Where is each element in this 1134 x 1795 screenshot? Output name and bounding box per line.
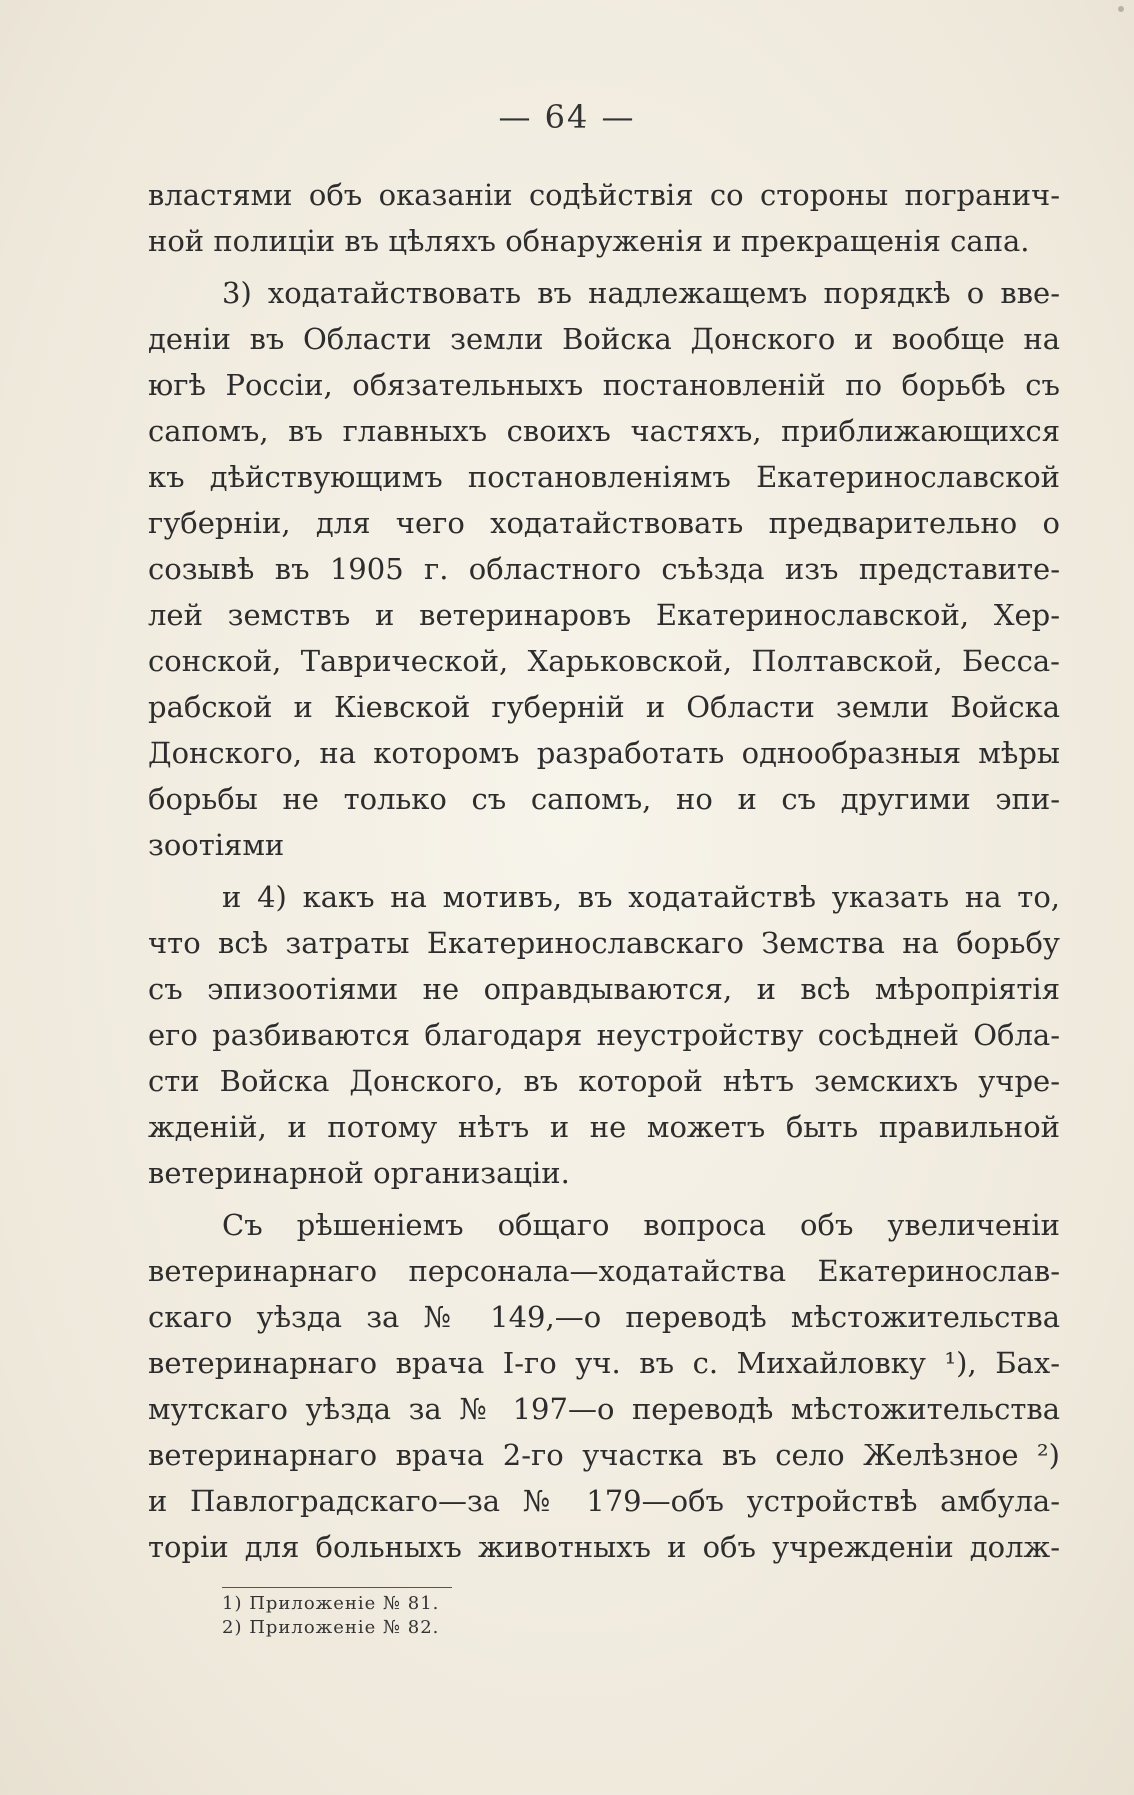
text-line: торiи для больныхъ животныхъ и объ учрежденiи долж- (148, 1530, 1060, 1564)
paragraph (148, 172, 1060, 264)
text-line: ветеринарнаго персонала—ходатайства Екатеринослав- (148, 1254, 1060, 1288)
text-line: съ эпизоотiями не оправдываются, и всѣ мѣропрiятiя (148, 972, 1060, 1006)
text-line: мутскаго уѣзда за № 197—о переводѣ мѣстожительства (148, 1392, 1060, 1426)
scan-speck (1118, 6, 1124, 12)
text-line: рабской и Кiевской губернiй и Области земли Войска (148, 690, 1060, 724)
text-line: жденiй, и потому нѣтъ и не можетъ быть правильной (148, 1110, 1060, 1144)
text-line: ной полицiи въ цѣляхъ обнаруженiя и прекращенiя сапа. (148, 224, 1030, 258)
text-line: что всѣ затраты Екатеринославскаго Земства на борьбу (148, 926, 1060, 960)
text-line: зоотiями (148, 828, 285, 862)
text-line: и 4) какъ на мотивъ, въ ходатайствѣ указать на то, (222, 880, 1060, 914)
text-line: властями объ оказанiи содѣйствiя со стороны погранич- (148, 178, 1060, 212)
text-line: борьбы не только съ сапомъ, но и съ другими эпи- (148, 782, 1060, 816)
text-line: его разбиваются благодаря неустройству сосѣдней Обла- (148, 1018, 1060, 1052)
text-line: сонской, Таврической, Харьковской, Полтавской, Бесса- (148, 644, 1060, 678)
text-line: къ дѣйствующимъ постановленiямъ Екатеринославской (148, 460, 1060, 494)
text-line: югѣ Россiи, обязательныхъ постановленiй по борьбѣ съ (148, 368, 1060, 402)
text-line: лей земствъ и ветеринаровъ Екатеринославской, Хер- (148, 598, 1060, 632)
footnotes (222, 1592, 822, 1640)
text-line: сапомъ, въ главныхъ своихъ частяхъ, приближающихся (148, 414, 1060, 448)
text-line: ветеринарной организацiи. (148, 1156, 570, 1190)
text-line: созывѣ въ 1905 г. областного съѣзда изъ представите- (148, 552, 1060, 586)
text-line: губернiи, для чего ходатайствовать предварительно о (148, 506, 1060, 540)
text-line: денiи въ Области земли Войска Донского и вообще на (148, 322, 1060, 356)
footnote-divider (222, 1587, 452, 1588)
footnote: 1) Приложенiе № 81. (222, 1593, 440, 1614)
text-line: скаго уѣзда за № 149,—о переводѣ мѣстожительства (148, 1300, 1060, 1334)
text-line: Съ рѣшенiемъ общаго вопроса объ увеличенiи (222, 1208, 1060, 1242)
text-line: 3) ходатайствовать въ надлежащемъ порядкѣ о вве- (222, 276, 1060, 310)
page-number: — 64 — (498, 98, 636, 136)
text-line: сти Войска Донского, въ которой нѣтъ земскихъ учре- (148, 1064, 1060, 1098)
text-line: Донского, на которомъ разработать однообразныя мѣры (148, 736, 1060, 770)
text-line: и Павлоградскаго—за № 179—объ устройствѣ амбула- (148, 1484, 1060, 1518)
paragraph (148, 874, 1060, 1196)
text-line: ветеринарнаго врача 2-го участка въ село Желѣзное ²) (148, 1438, 1060, 1472)
body-text (148, 172, 1060, 1570)
text-line: ветеринарнаго врача I-го уч. въ с. Михайловку ¹), Бах- (148, 1346, 1060, 1380)
paragraph (148, 1202, 1060, 1570)
paragraph (148, 270, 1060, 868)
footnote: 2) Приложенiе № 82. (222, 1617, 440, 1638)
